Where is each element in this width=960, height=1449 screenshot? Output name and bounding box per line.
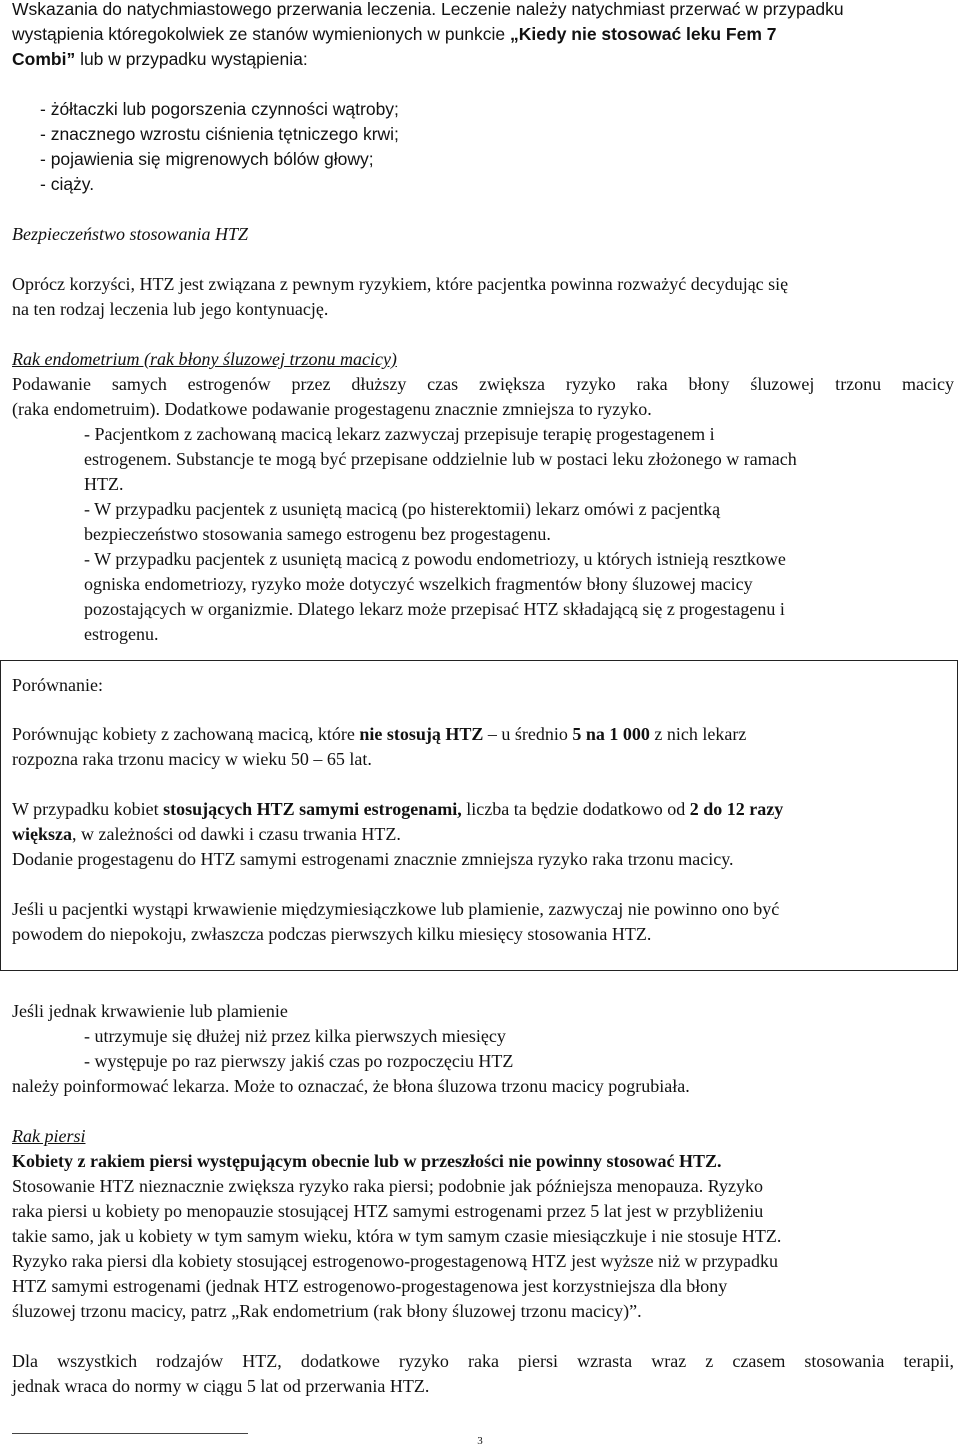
text-line: śluzowej trzonu macicy, patrz „Rak endometrium (rak błony śluzowej trzonu macicy)”.	[12, 1301, 642, 1321]
text-line: Stosowanie HTZ nieznacznie zwiększa ryzyko raka piersi; podobnie jak późniejsza menopauza. Ryzyko	[12, 1176, 764, 1196]
box-title: Porównanie:	[12, 675, 103, 695]
text-line: raka piersi u kobiety po menopauzie stosującej HTZ samymi estrogenami przez 5 lat jest w przybliżeniu	[12, 1201, 764, 1221]
text-line: Wskazania do natychmiastowego przerwania leczenia. Leczenie należy natychmiast przerwać w przypadku	[12, 0, 844, 19]
text-line: takie samo, jak u kobiety w tym samym wieku, która w tym samym czasie miesiączkuje i nie stosuje HTZ.	[12, 1226, 782, 1246]
text-line: Jeśli u pacjentki wystąpi krwawienie międzymiesiączkowe lub plamienie, zazwyczaj nie powinno ono być	[12, 899, 780, 919]
text-span: W przypadku kobiet	[12, 799, 164, 819]
emphasis: stosujących HTZ samymi estrogenami,	[163, 799, 462, 819]
list-item: - W przypadku pacjentek z usuniętą macicą z powodu endometriozy, u których istnieją resztkowe	[84, 549, 786, 569]
cross-reference-end: Combi”	[12, 49, 76, 69]
text-span: z nich lekarz	[649, 724, 747, 744]
text-span: , w zależności od dawki i czasu trwania HTZ.	[72, 824, 401, 844]
text-line: Ryzyko raka piersi dla kobiety stosującej estrogenowo-progestagenową HTZ jest wyższe niż w przypadku	[12, 1251, 779, 1271]
text-line: (raka endometruim). Dodatkowe podawanie progestagenu znacznie zmniejsza to ryzyko.	[12, 399, 652, 419]
text-line: Dodanie progestagenu do HTZ samymi estrogenami znacznie zmniejsza ryzyko raka trzonu macicy.	[12, 849, 734, 869]
page-number: 3	[477, 1435, 483, 1447]
text-line	[12, 722, 746, 747]
list-item: - ciąży.	[40, 174, 95, 194]
section-heading: Bezpieczeństwo stosowania HTZ	[12, 224, 249, 244]
text-span: Porównując kobiety z zachowaną macicą, które	[12, 724, 360, 744]
text-span: lub w przypadku wystąpienia:	[75, 49, 308, 69]
text-line: pozostających w organizmie. Dlatego lekarz może przepisać HTZ składającą się z progestagenu i	[84, 599, 785, 619]
text-line: Dla wszystkich rodzajów HTZ, dodatkowe ryzyko raka piersi wzrasta wraz z czasem stosowania terapii,	[12, 1351, 954, 1371]
text-line: Jeśli jednak krwawienie lub plamienie	[12, 1001, 288, 1021]
text-line: rozpozna raka trzonu macicy w wieku 50 – 65 lat.	[12, 749, 372, 769]
text-line: estrogenem. Substancje te mogą być przepisane oddzielnie lub w postaci leku złożonego w ramach	[84, 449, 797, 469]
text-line	[12, 22, 777, 47]
text-line: należy poinformować lekarza. Może to oznaczać, że błona śluzowa trzonu macicy pogrubiała.	[12, 1076, 690, 1096]
text-line: HTZ samymi estrogenami (jednak HTZ estrogenowo-progestagenowa jest korzystniejsza dla błony	[12, 1276, 728, 1296]
emphasis: 5 na 1 000	[572, 724, 650, 744]
list-item: - żółtaczki lub pogorszenia czynności wątroby;	[40, 99, 399, 119]
section-heading: Rak endometrium (rak błony śluzowej trzonu macicy)	[12, 349, 397, 369]
text-line	[12, 797, 783, 822]
text-line: bezpieczeństwo stosowania samego estrogenu bez progestagenu.	[84, 524, 551, 544]
cross-reference: „Kiedy nie stosować leku Fem 7	[510, 24, 777, 44]
text-line	[12, 822, 401, 847]
emphasis: nie stosują HTZ	[359, 724, 484, 744]
list-item: - znacznego wzrostu ciśnienia tętniczego krwi;	[40, 124, 399, 144]
text-span: liczba ta będzie dodatkowo od	[461, 799, 690, 819]
text-line: jednak wraca do normy w ciągu 5 lat od przerwania HTZ.	[12, 1376, 430, 1396]
list-item: - pojawienia się migrenowych bólów głowy;	[40, 149, 374, 169]
text-span: – u średnio	[483, 724, 573, 744]
text-span: wystąpienia któregokolwiek ze stanów wymienionych w punkcie	[12, 24, 511, 44]
list-item: - W przypadku pacjentek z usuniętą macicą (po histerektomii) lekarz omówi z pacjentką	[84, 499, 721, 519]
bold-statement: Kobiety z rakiem piersi występującym obecnie lub w przeszłości nie powinny stosować HTZ.	[12, 1151, 722, 1171]
list-item: - Pacjentkom z zachowaną macicą lekarz zazwyczaj przepisuje terapię progestagenem i	[84, 424, 715, 444]
text-line: na ten rodzaj leczenia lub jego kontynuację.	[12, 299, 329, 319]
text-line	[12, 47, 308, 72]
emphasis: 2 do 12 razy	[689, 799, 784, 819]
footer-rule	[12, 1433, 248, 1434]
text-line: Podawanie samych estrogenów przez dłuższy czas zwiększa ryzyko raka błony śluzowej trzonu macicy	[12, 374, 954, 394]
text-line: ogniska endometriozy, ryzyko może dotyczyć wszelkich fragmentów błony śluzowej macicy	[84, 574, 753, 594]
list-item: - utrzymuje się dłużej niż przez kilka pierwszych miesięcy	[84, 1026, 506, 1046]
text-line: HTZ.	[84, 474, 124, 494]
text-line: Oprócz korzyści, HTZ jest związana z pewnym ryzykiem, które pacjentka powinna rozważyć decydując się	[12, 274, 789, 294]
text-line: powodem do niepokoju, zwłaszcza podczas pierwszych kilku miesięcy stosowania HTZ.	[12, 924, 652, 944]
list-item: - występuje po raz pierwszy jakiś czas po rozpoczęciu HTZ	[84, 1051, 514, 1071]
section-heading: Rak piersi	[12, 1126, 86, 1146]
text-line: estrogenu.	[84, 624, 159, 644]
emphasis: większa	[12, 824, 72, 844]
